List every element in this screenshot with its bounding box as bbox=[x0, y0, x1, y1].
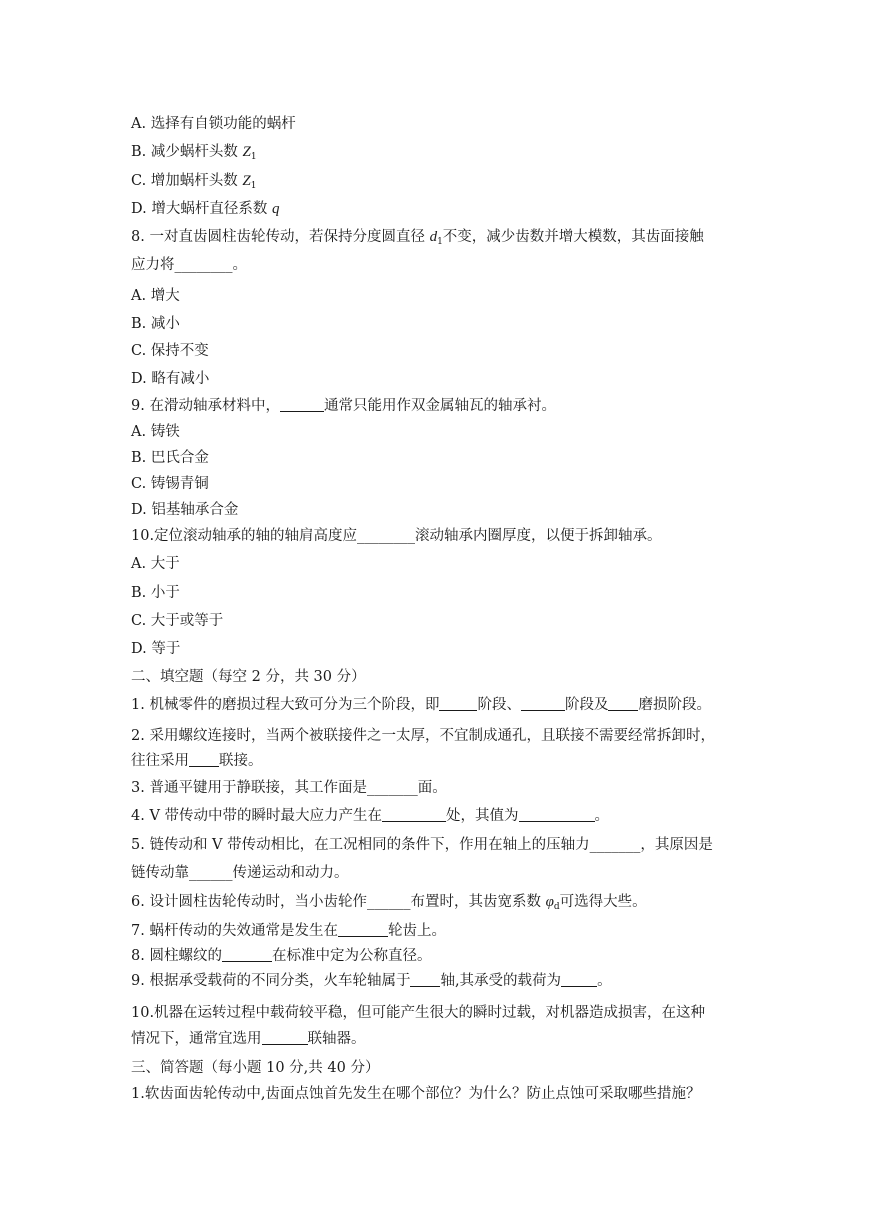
fb2-text-a: 2. 采用螺纹连接时，当两个被联接件之一太厚，不宜制成通孔，且联接不需要经常拆卸时， bbox=[131, 728, 715, 744]
q7-option-b bbox=[131, 143, 257, 166]
q9-option-b-text: B. 巴氏合金 bbox=[131, 450, 209, 466]
q10-option-d-text: D. 等于 bbox=[131, 641, 181, 657]
answer-blank bbox=[262, 1030, 308, 1045]
q9-option-c bbox=[131, 475, 209, 493]
answer-blank bbox=[338, 922, 388, 937]
fb1 bbox=[131, 696, 711, 714]
q7-option-d bbox=[131, 200, 279, 218]
fb1-text-c: 阶段及 bbox=[564, 697, 609, 713]
sa1-text: 1.软齿面齿轮传动中,齿面点蚀首先发生在哪个部位？为什么？防止点蚀可采取哪些措施？ bbox=[131, 1086, 701, 1102]
fb7 bbox=[131, 922, 446, 940]
section-heading-short-answer bbox=[131, 1059, 379, 1077]
fb1-text-b: 阶段、 bbox=[477, 697, 521, 713]
q9-option-b bbox=[131, 449, 209, 467]
var-z-sub: 1 bbox=[250, 181, 257, 191]
fb3-text: 3. 普通平键用于静联接，其工作面是_______面。 bbox=[131, 780, 447, 796]
q9-option-a bbox=[131, 423, 180, 441]
q8-option-c bbox=[131, 342, 209, 360]
q8-stem-line2 bbox=[131, 256, 247, 274]
fb2-text-b: 往往采用 bbox=[131, 753, 189, 769]
answer-blank bbox=[439, 696, 477, 711]
fb9-text-a: 9. 根据承受载荷的不同分类，火车轮轴属于 bbox=[131, 973, 411, 989]
fb8-text-b: 在标准中定为公称直径。 bbox=[271, 948, 432, 964]
q7-option-c bbox=[131, 172, 256, 195]
answer-blank bbox=[189, 752, 219, 767]
q9-stem bbox=[131, 397, 556, 415]
fb9-text-c: 。 bbox=[597, 973, 612, 989]
fb5-text-a: 5. 链传动和 V 带传动相比，在工况相同的条件下，作用在轴上的压轴力_______，其原因是 bbox=[131, 837, 713, 853]
q8-option-a bbox=[131, 287, 180, 305]
fb10-text-c: 联轴器。 bbox=[307, 1031, 366, 1047]
fb6-text-b: 可选得大些。 bbox=[559, 894, 647, 910]
q9-stem-text-a: 9. 在滑动轴承材料中， bbox=[131, 398, 280, 414]
section-heading-fill-blank-text: 二、填空题（每空 2 分，共 30 分） bbox=[131, 669, 366, 685]
q7-option-c-text: C. 增加蜗杆头数 bbox=[131, 173, 243, 189]
var-d-sub: 1 bbox=[437, 237, 443, 247]
q10-stem-text: 10.定位滚动轴承的轴的轴肩高度应________滚动轴承内圈厚度，以便于拆卸轴承。 bbox=[131, 528, 662, 544]
var-phi-sub: d bbox=[553, 902, 560, 912]
sa1 bbox=[131, 1085, 700, 1103]
fb8 bbox=[131, 947, 431, 965]
fb7-text-a: 7. 蜗杆传动的失效通常是发生在 bbox=[131, 923, 338, 939]
fb10-line2 bbox=[131, 1030, 366, 1048]
q8-stem-text-a: 8. 一对直齿圆柱齿轮传动，若保持分度圆直径 bbox=[131, 229, 430, 245]
q10-option-b bbox=[131, 584, 180, 602]
q10-option-c-text: C. 大于或等于 bbox=[131, 613, 224, 629]
fb5-line2 bbox=[131, 864, 349, 882]
q8-stem-text-b: 不变，减少齿数并增大模数，其齿面接触 bbox=[442, 229, 704, 245]
fb5-text-b: 链传动靠______传递运动和动力。 bbox=[131, 865, 349, 881]
var-d: d bbox=[429, 229, 438, 245]
fb2-line2 bbox=[131, 752, 263, 770]
var-q: q bbox=[271, 201, 280, 217]
answer-blank bbox=[222, 947, 272, 962]
fb9-text-b: 轴,其承受的载荷为 bbox=[440, 973, 562, 989]
fb8-text-a: 8. 圆柱螺纹的 bbox=[131, 948, 222, 964]
fb2-text-c: 联接。 bbox=[219, 753, 263, 769]
q7-option-a-text: A. 选择有自锁功能的蜗杆 bbox=[131, 116, 296, 132]
fb10-text-a: 10.机器在运转过程中载荷较平稳，但可能产生很大的瞬时过载，对机器造成损害，在这种 bbox=[131, 1005, 706, 1021]
fb10-line1 bbox=[131, 1004, 705, 1022]
fb9 bbox=[131, 972, 612, 990]
fb5-line1 bbox=[131, 836, 713, 854]
answer-blank bbox=[410, 972, 440, 987]
q8-stem-text-c: 应力将________。 bbox=[131, 257, 247, 273]
fb4 bbox=[131, 807, 609, 825]
var-z: Z bbox=[242, 144, 251, 160]
fb7-text-b: 轮齿上。 bbox=[387, 923, 446, 939]
q8-option-a-text: A. 增大 bbox=[131, 288, 180, 304]
var-phi: φ bbox=[545, 894, 554, 910]
q10-option-b-text: B. 小于 bbox=[131, 585, 180, 601]
answer-blank bbox=[280, 397, 324, 412]
var-z-sub: 1 bbox=[250, 152, 257, 162]
q9-option-a-text: A. 铸铁 bbox=[131, 424, 180, 440]
fb4-text-c: 。 bbox=[594, 808, 610, 824]
q9-option-d-text: D. 铝基轴承合金 bbox=[131, 502, 239, 518]
answer-blank bbox=[521, 696, 565, 711]
section-heading-short-answer-text: 三、简答题（每小题 10 分,共 40 分） bbox=[131, 1060, 380, 1076]
q8-option-b bbox=[131, 315, 180, 333]
q8-option-d bbox=[131, 370, 209, 388]
q9-option-d bbox=[131, 501, 238, 519]
q9-option-c-text: C. 铸锡青铜 bbox=[131, 476, 209, 492]
var-z: Z bbox=[242, 173, 251, 189]
answer-blank bbox=[561, 972, 597, 987]
q10-option-d bbox=[131, 640, 180, 658]
fb4-text-a: 4. V 带传动中带的瞬时最大应力产生在 bbox=[131, 808, 383, 824]
fb4-text-b: 处，其值为 bbox=[446, 808, 519, 824]
q7-option-b-text: B. 减少蜗杆头数 bbox=[131, 144, 243, 160]
q8-option-c-text: C. 保持不变 bbox=[131, 343, 209, 359]
section-heading-fill-blank bbox=[131, 668, 366, 686]
fb1-text-d: 磨损阶段。 bbox=[638, 697, 711, 713]
answer-blank bbox=[519, 807, 595, 822]
fb2-line1 bbox=[131, 727, 715, 745]
answer-blank bbox=[608, 696, 638, 711]
q8-option-d-text: D. 略有减小 bbox=[131, 371, 210, 387]
fb6 bbox=[131, 893, 647, 916]
fb1-text-a: 1. 机械零件的磨损过程大致可分为三个阶段，即 bbox=[131, 697, 440, 713]
q10-stem bbox=[131, 527, 662, 545]
q10-option-a-text: A. 大于 bbox=[131, 556, 180, 572]
q7-option-a bbox=[131, 115, 296, 133]
fb6-text-a: 6. 设计圆柱齿轮传动时，当小齿轮作______布置时，其齿宽系数 bbox=[131, 894, 546, 910]
q7-option-d-text: D. 增大蜗杆直径系数 bbox=[131, 201, 272, 217]
fb3 bbox=[131, 779, 447, 797]
q10-option-a bbox=[131, 555, 180, 573]
q8-option-b-text: B. 减小 bbox=[131, 316, 180, 332]
q9-stem-text-b: 通常只能用作双金属轴瓦的轴承衬。 bbox=[323, 398, 556, 414]
q8-stem-line1 bbox=[131, 228, 704, 251]
q10-option-c bbox=[131, 612, 223, 630]
fb10-text-b: 情况下，通常宜选用 bbox=[131, 1031, 262, 1047]
answer-blank bbox=[382, 807, 446, 822]
